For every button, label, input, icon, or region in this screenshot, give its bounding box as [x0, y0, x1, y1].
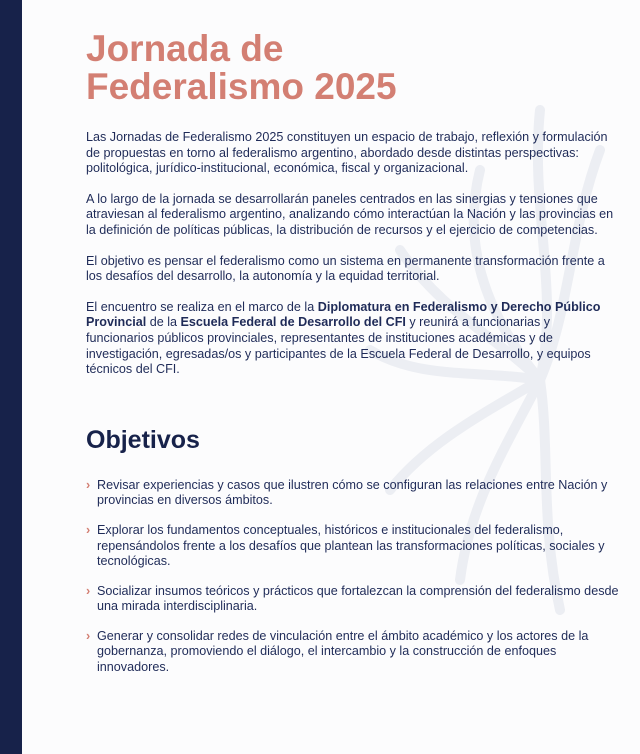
list-item	[86, 478, 620, 509]
objective-text: Socializar insumos teóricos y prácticos que fortalezcan la comprensión del federalismo desde una mirada interdisciplinaria.	[97, 583, 619, 614]
chevron-right-icon: ›	[86, 522, 91, 537]
paragraph-1: Las Jornadas de Federalismo 2025 constituyen un espacio de trabajo, reflexión y formulación de propuestas en torno al federalismo argentino, abordado desde distintas perspectivas: politológica, jurídico-institucional, económica, fiscal y organizacional.	[86, 130, 608, 176]
chevron-right-icon: ›	[86, 477, 91, 492]
page-title	[86, 30, 620, 106]
p4-text-2: de la	[146, 315, 181, 330]
objectives-heading: Objetivos	[86, 425, 200, 454]
paragraph-3: El objetivo es pensar el federalismo como un sistema en permanente transformación frente a los desafíos del desarrollo, la autonomía y la equidad territorial.	[86, 253, 605, 284]
p4-text-1: El encuentro se realiza en el marco de la	[86, 299, 318, 314]
left-accent-bar	[0, 0, 22, 754]
objective-text: Revisar experiencias y casos que ilustren cómo se configuran las relaciones entre Nación y provincias en diversos ámbitos.	[97, 477, 608, 508]
list-item	[86, 523, 620, 570]
paragraph-2: A lo largo de la jornada se desarrollarán paneles centrados en las sinergias y tensiones que atraviesan al federalismo argentino, analizando cómo interactúan la Nación y las provincias en la definición de políticas públicas, la distribución de recursos y el ejercicio de competencias.	[86, 191, 614, 237]
p4-text-3: y reunirá a funcionarias y funcionarios públicos provinciales, representantes de instituciones académicas y de investigación, egresadas/os y participantes de la Escuela Federal de Desarrollo, y equipos técnicos del CFI.	[86, 315, 591, 377]
paragraph-4	[86, 300, 620, 378]
p4-bold-diplomatura: Diplomatura en Federalismo y Derecho Público Provincial	[86, 299, 601, 330]
chevron-right-icon: ›	[86, 583, 91, 598]
objective-text: Explorar los fundamentos conceptuales, históricos e institucionales del federalismo, repensándolos frente a los desafíos que plantean las transformaciones políticas, sociales y tecnológicas.	[97, 522, 605, 569]
list-item	[86, 629, 620, 676]
chevron-right-icon: ›	[86, 628, 91, 643]
list-item	[86, 584, 620, 615]
title-line-1: Jornada de	[86, 28, 284, 69]
title-line-2: Federalismo 2025	[86, 66, 397, 107]
p4-bold-escuela: Escuela Federal de Desarrollo del CFI	[180, 315, 406, 330]
intro-text	[86, 130, 620, 378]
main-content	[86, 30, 620, 690]
objective-text: Generar y consolidar redes de vinculación entre el ámbito académico y los actores de la gobernanza, promoviendo el diálogo, el intercambio y la construcción de enfoques innovadores.	[97, 628, 589, 675]
objectives-list	[86, 478, 620, 676]
